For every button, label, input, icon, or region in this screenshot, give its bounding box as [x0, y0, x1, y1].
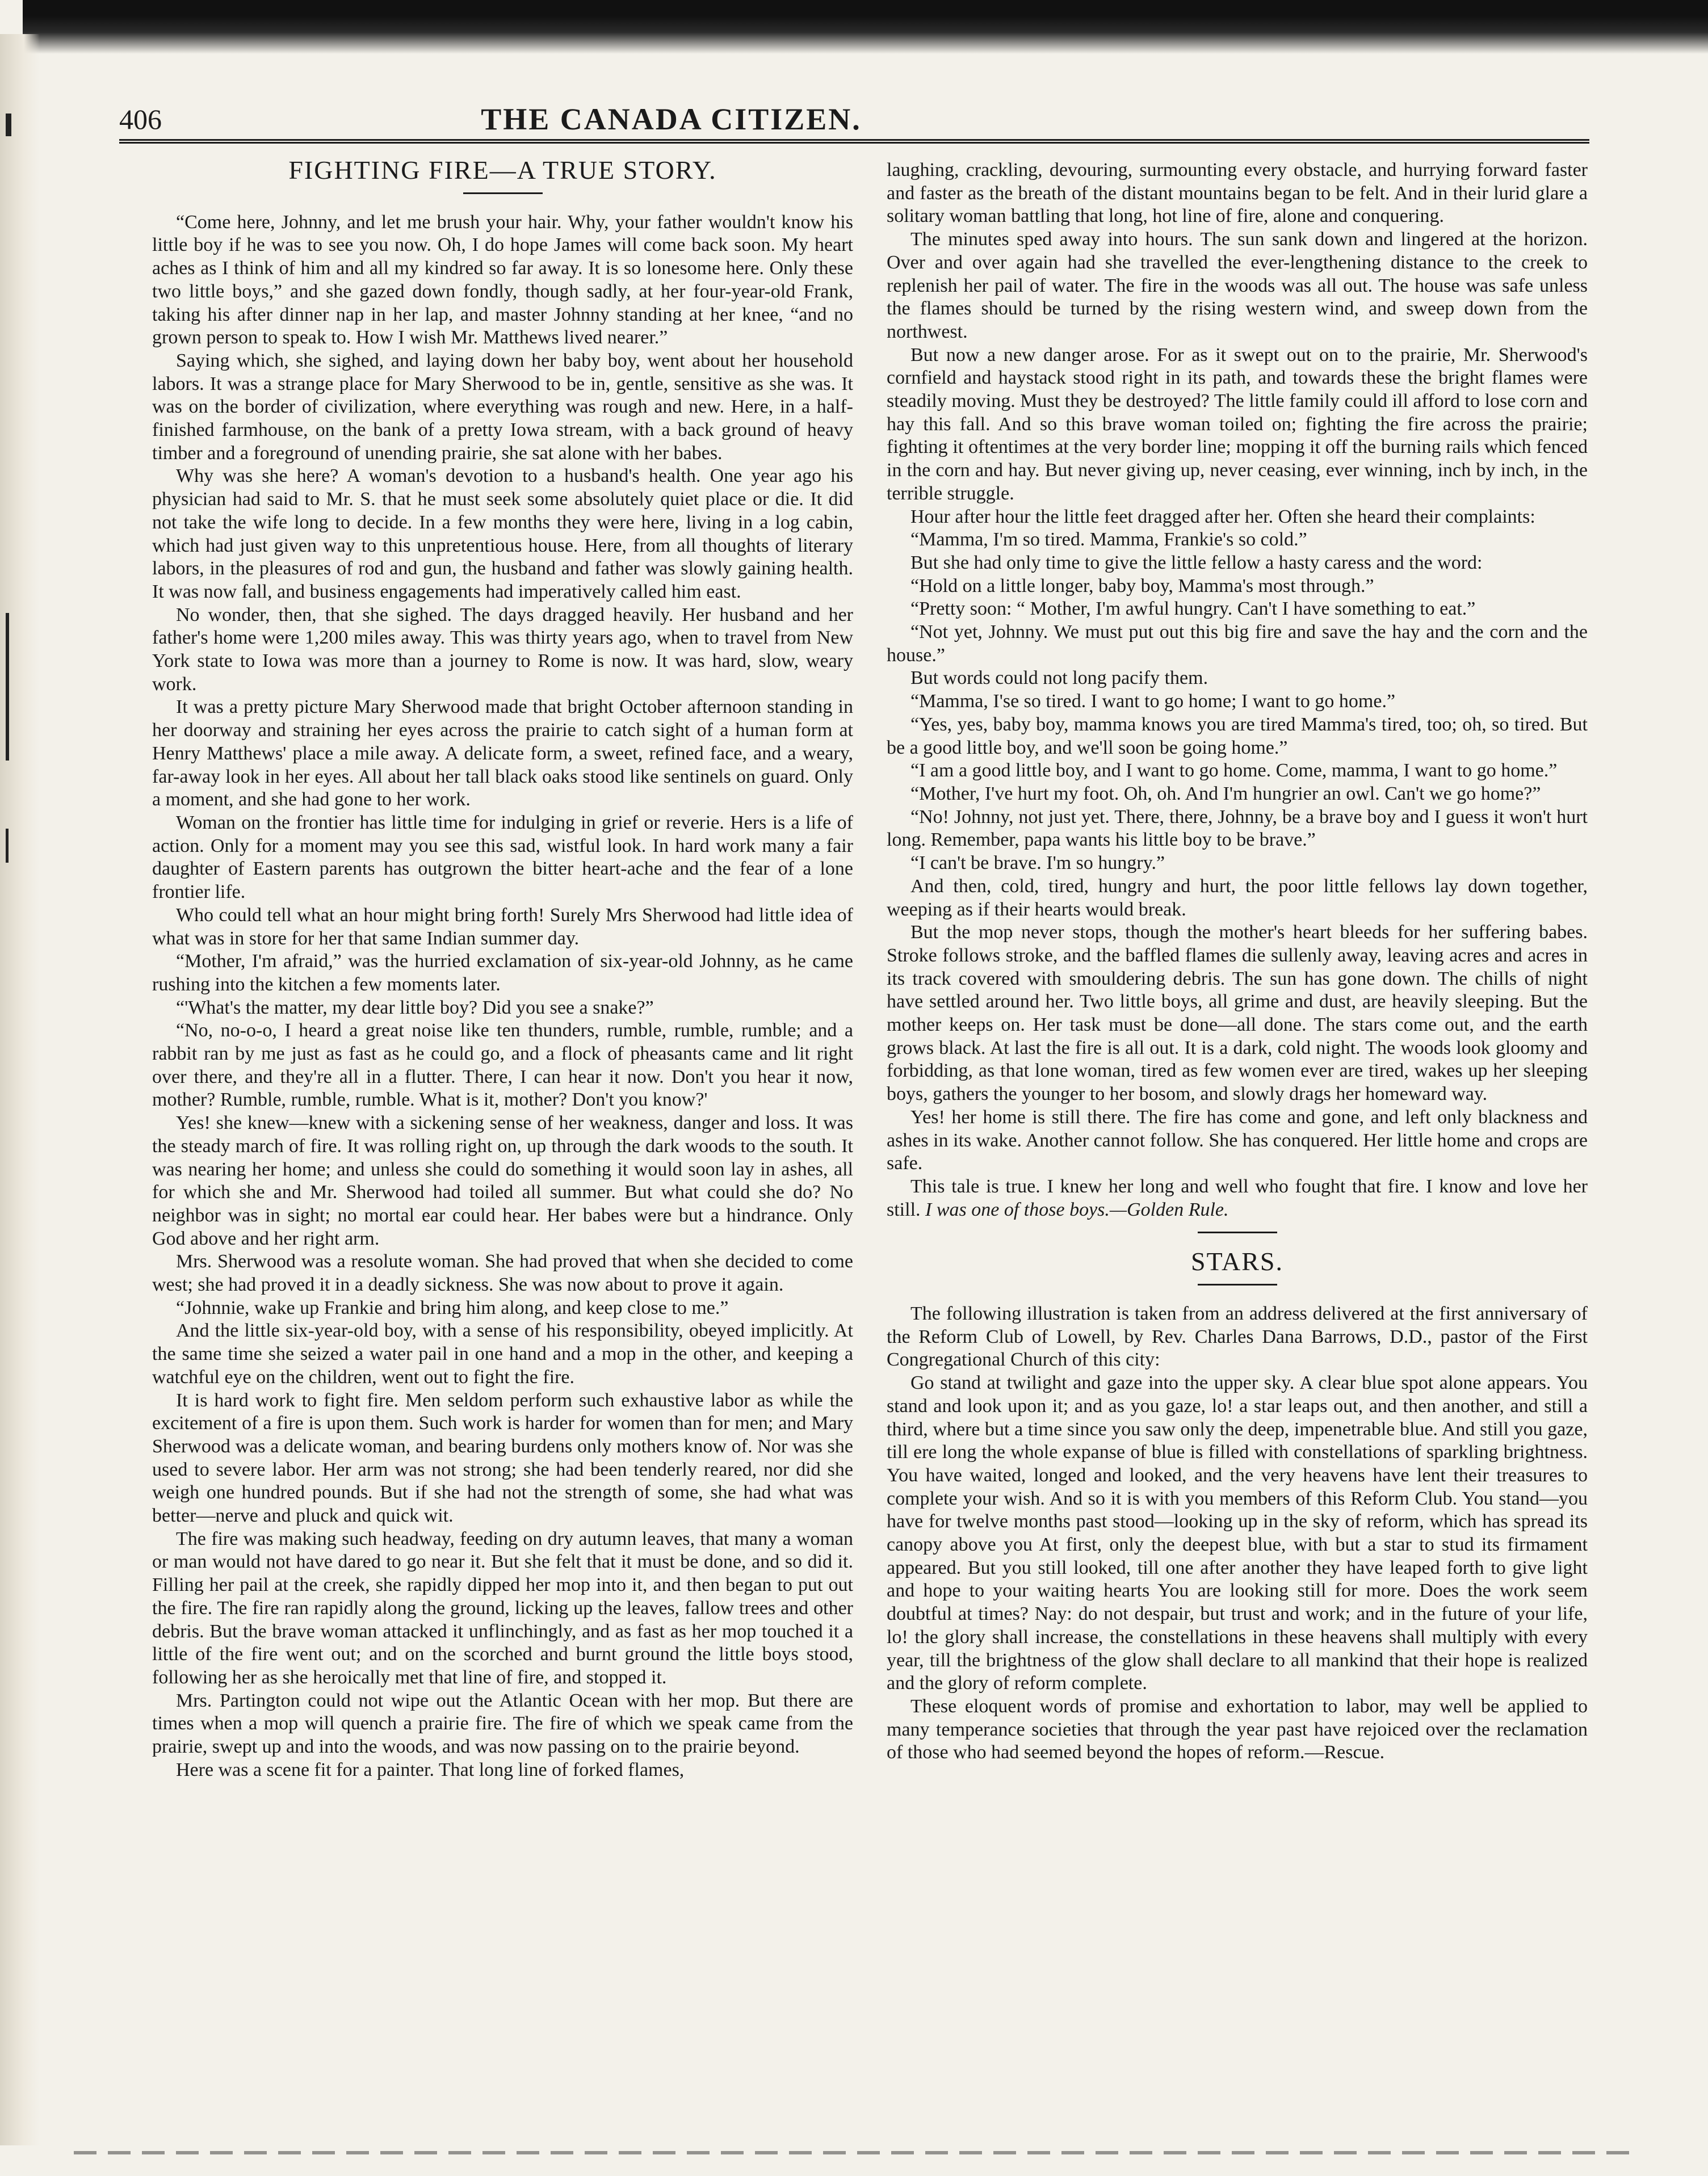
story-paragraph	[887, 1175, 1588, 1221]
story-paragraph: Hour after hour the little feet dragged after her. Often she heard their complaints:	[910, 506, 1535, 527]
story-paragraph: “Mother, I've hurt my foot. Oh, oh. And I'm hungrier an owl. Can't we go home?”	[910, 783, 1541, 804]
story-paragraph: It was a pretty picture Mary Sherwood made that bright October afternoon standing in her doorway and straining her eyes across the prairie to catch sight of a human form at Henry Matthews' place a mile away. A delicate form, a sweet, refined face, and a weary, far-away look in her eyes. All about her tall black oaks stood like sentinels on guard. Only a moment, and she had gone to her work.	[152, 696, 853, 810]
scan-top-border	[23, 0, 1708, 54]
margin-mark	[6, 114, 11, 136]
right-column	[887, 159, 1588, 1765]
story-paragraph: laughing, crackling, devouring, surmounting every obstacle, and hurrying forward faster and faster as the breath of the distant mountains began to be felt. And in their lurid glare a solitary woman battling that long, hot line of fire, alone and conquering.	[887, 159, 1588, 227]
stars-paragraph: Go stand at twilight and gaze into the upper sky. A clear blue spot alone appears. You stand and look upon it; and as you gaze, lo! a star leaps out, and then another, and still a third, where but a time since you saw only the deep, impenetrable blue. And still you gaze, till ere long the whole expanse of blue is filled with constellations of sparkling brightness. You have waited, longed and looked, and the very heavens have lent their treasures to complete your wish. And so it is with you members of this Reform Club. You stand—you have for twelve months past stood—looking up in the sky of reform, which has spread its canopy above you At first, only the deepest blue, with but a star to stud its firmament appeared. But you still looked, till one after another they have leaped forth to give light and hope to your waiting hearts You are looking still for more. Does the work seem doubtful at times? Nay: do not despair, but trust and work; and in the future of your life, lo! the glory shall increase, the constellations in these heavens shall multiply with every year, till the brightness of the glow shall declare to all mankind that their hope is realized and the glory of reform complete.	[887, 1372, 1588, 1694]
story-paragraph: The fire was making such headway, feeding on dry autumn leaves, that many a woman or man would not have dared to go near it. But she felt that it must be done, and so did it. Filling her pail at the creek, she rapidly dipped her mop into it, and then began to put out the fire. The fire ran rapidly along the ground, licking up the leaves, fallow trees and other debris. But the brave woman attacked it unflinchingly, and as fast as her mop touched it a little of the fire went out; and on the scorched and burnt ground the little boys stood, following her as she heroically met that line of fire, and stopped it.	[152, 1528, 853, 1688]
story-paragraph: “'What's the matter, my dear little boy? Did you see a snake?”	[176, 997, 654, 1018]
margin-mark	[6, 613, 9, 761]
title-rule	[463, 192, 543, 194]
left-column	[152, 156, 853, 1782]
story-paragraph: But now a new danger arose. For as it swept out on to the prairie, Mr. Sherwood's cornfield and haystack stood right in its path, and towards these the bright flames were steadily moving. Must they be destroyed? The little family could ill afford to lose corn and hay this fall. And so this brave woman toiled on; fighting the fire across the prairie; fighting it oftentimes at the very border line; mopping it off the burning rails which fenced in the corn and hay. But never giving up, never ceasing, ever winning, inch by inch, in the terrible struggle.	[887, 344, 1588, 504]
story-paragraph: “No! Johnny, not just yet. There, there, Johnny, be a brave boy and I guess it won't hurt long. Remember, papa wants his little boy to be brave.”	[887, 806, 1588, 851]
story-paragraph: It is hard work to fight fire. Men seldom perform such exhaustive labor as while the excitement of a fire is upon them. Such work is harder for women than for men; and Mary Sherwood was a delicate woman, and bearing burdens only mothers know of. Nor was she used to severe labor. Her arm was not strong; she had been tenderly reared, nor did she weigh one hundred pounds. But if she had not the strength of some, she had what was better—nerve and pluck and quick wit.	[152, 1389, 853, 1527]
publication-title: THE CANADA CITIZEN.	[481, 102, 862, 136]
story-paragraph: But words could not long pacify them.	[910, 667, 1208, 689]
story-paragraph: Saying which, she sighed, and laying down her baby boy, went about her household labors. It was a strange place for Mary Sherwood to be in, gentle, sensitive as she was. It was on the border of civilization, where everything was rough and new. Here, in a half-finished farmhouse, on the bank of a pretty Iowa stream, with a back ground of heavy timber and a foreground of unending prairie, she sat alone with her babes.	[152, 350, 853, 464]
story-paragraph: No wonder, then, that she sighed. The days dragged heavily. Her husband and her father's home were 1,200 miles away. This was thirty years ago, when to travel from New York state to Iowa was more than a journey to Rome is now. It was hard, slow, weary work.	[152, 604, 853, 695]
stars-paragraph: These eloquent words of promise and exhortation to labor, may well be applied to many temperance societies that through the year past have rejoiced over the reclamation of those who had seemed beyond the hopes of reform.—Rescue.	[887, 1696, 1588, 1763]
story-paragraph: Yes! she knew—knew with a sickening sense of her weakness, danger and loss. It was the steady march of fire. It was rolling right on, up through the dark woods to the south. It was nearing her home; and unless she could do something it would soon lay in ashes, all for which she and Mr. Sherwood had toiled all summer. But what could she do? No neighbor was in sight; no mortal ear could hear. Her babes were but a hindrance. Only God above and her right arm.	[152, 1112, 853, 1249]
story-paragraph: “Johnnie, wake up Frankie and bring him along, and keep close to me.”	[176, 1297, 729, 1318]
story-title: FIGHTING FIRE—A TRUE STORY.	[288, 156, 717, 184]
story-paragraph: “I am a good little boy, and I want to go home. Come, mamma, I want to go home.”	[910, 760, 1558, 782]
stars-paragraph: The following illustration is taken from an address delivered at the first anniversary of the Reform Club of Lowell, by Rev. Charles Dana Barrows, D.D., pastor of the First Congregational Church of this city:	[887, 1303, 1588, 1371]
title-rule	[1198, 1284, 1277, 1286]
scan-left-margin	[0, 34, 40, 2145]
section-rule	[1198, 1232, 1277, 1233]
page-header	[119, 99, 1589, 144]
story-paragraph: “Yes, yes, baby boy, mamma knows you are tired Mamma's tired, too; oh, so tired. But be a good little boy, and we'll soon be going home.”	[887, 713, 1588, 758]
story-paragraph: Who could tell what an hour might bring forth! Surely Mrs Sherwood had little idea of what was in store for her that same Indian summer day.	[152, 904, 853, 949]
story-paragraph: And the little six-year-old boy, with a sense of his responsibility, obeyed implicitly. At the same time she seized a water pail in one hand and a mop in the other, and keeping a watchful eye on the children, went out to fight the fire.	[152, 1320, 853, 1388]
story-paragraph: “Hold on a little longer, baby boy, Mamma's most through.”	[910, 575, 1374, 596]
story-paragraph: But the mop never stops, though the mother's heart bleeds for her suffering babes. Stroke follows stroke, and the baffled flames die sullenly away, leaving acres and acres in its track covered with smouldering debris. The sun has gone down. The chills of night have settled around her. Two little boys, all grime and dust, are heavily sleeping. But the mother keeps on. Her task must be done—all done. The stars come out, and the earth grows black. At last the fire is all out. It is a dark, cold night. The woods look gloomy and forbidding, as that lone woman, tired as few women ever are tired, wakes up her sleeping boys, gathers the younger to her bosom, and slowly drags her homeward way.	[887, 922, 1588, 1105]
story-ending: This tale is true. I knew her long and well who fought that fire. I know and love her still.	[887, 1175, 1588, 1220]
scan-bottom-border	[74, 2151, 1640, 2154]
story-paragraph: Why was she here? A woman's devotion to a husband's health. One year ago his physician had said to Mr. S. that he must seek some absolutely quiet place or die. It did not take the wife long to decide. In a few months they were here, living in a log cabin, which had just given way to this unpretentious house. Here, from all thoughts of literary labors, in the pleasures of rod and gun, the husband and father was slowly gaining health. It was now fall, and business engagements had imperatively called him east.	[152, 465, 853, 602]
story-paragraph: “Mother, I'm afraid,” was the hurried exclamation of six-year-old Johnny, as he came rushing into the kitchen a few moments later.	[152, 951, 853, 995]
story-paragraph: “Not yet, Johnny. We must put out this big fire and save the hay and the corn and the house.”	[887, 621, 1588, 666]
story-paragraph: Mrs. Partington could not wipe out the Atlantic Ocean with her mop. But there are times when a mop will quench a prairie fire. The fire of which we speak came from the prairie, swept up and into the woods, and was now passing on to the prairie beyond.	[152, 1690, 853, 1758]
story-paragraph: Mrs. Sherwood was a resolute woman. She had proved that when she decided to come west; she had proved it in a deadly sickness. She was now about to prove it again.	[152, 1251, 853, 1296]
margin-mark	[6, 829, 9, 863]
story-paragraph: But she had only time to give the little fellow a hasty caress and the word:	[910, 552, 1483, 573]
story-paragraph: Woman on the frontier has little time for indulging in grief or reverie. Hers is a life of action. Only for a moment may you see this sad, wistful look. In hard work many a fair daughter of Eastern parents has outgrown the bitter heart-ache and the fear of a lone frontier life.	[152, 812, 853, 903]
story-paragraph: Yes! her home is still there. The fire has come and gone, and left only blackness and ashes in its wake. Another cannot follow. She has conquered. Her little home and crops are safe.	[887, 1106, 1588, 1174]
story-paragraph: “Pretty soon: “ Mother, I'm awful hungry. Can't I have something to eat.”	[910, 598, 1476, 620]
story-paragraph: “Mamma, I'm so tired. Mamma, Frankie's so cold.”	[910, 529, 1307, 551]
story-paragraph: “Mamma, I'se so tired. I want to go home; I want to go home.”	[910, 691, 1396, 712]
story-paragraph: “Come here, Johnny, and let me brush your hair. Why, your father wouldn't know his little boy if he was to see you now. Oh, I do hope James will come back soon. My heart aches as I think of him and all my kindred so far away. It is so lonesome here. Only these two little boys,” and she gazed down fondly, though sadly, at her four-year-old Frank, taking his after dinner nap in her lap, and master Johnny standing at her knee, “and no grown person to speak to. How I wish Mr. Matthews lived nearer.”	[152, 211, 853, 348]
story-paragraph: “No, no-o-o, I heard a great noise like ten thunders, rumble, rumble, rumble; and a rabbit ran by me just as fast as he could go, and a flock of pheasants came and lit right over there, and they're all in a flutter. There, I can hear it now. Don't you hear it now, mother? Rumble, rumble, rumble. What is it, mother? Don't you know?'	[152, 1020, 853, 1111]
story-paragraph: “I can't be brave. I'm so hungry.”	[910, 852, 1165, 874]
story-credit: I was one of those boys.—Golden Rule.	[925, 1199, 1229, 1220]
page-number: 406	[119, 103, 162, 135]
story-paragraph: Here was a scene fit for a painter. That long line of forked flames,	[176, 1759, 685, 1780]
story-paragraph: The minutes sped away into hours. The sun sank down and lingered at the horizon. Over and over again had she travelled the ever-lengthening distance to the creek to replenish her pail of water. The fire in the woods was all out. The house was safe unless the flames should be turned by the rising western wind, and sweep down from the northwest.	[887, 229, 1588, 342]
stars-title: STARS.	[1191, 1247, 1283, 1276]
story-paragraph: And then, cold, tired, hungry and hurt, the poor little fellows lay down together, weeping as if their hearts would break.	[887, 875, 1588, 920]
